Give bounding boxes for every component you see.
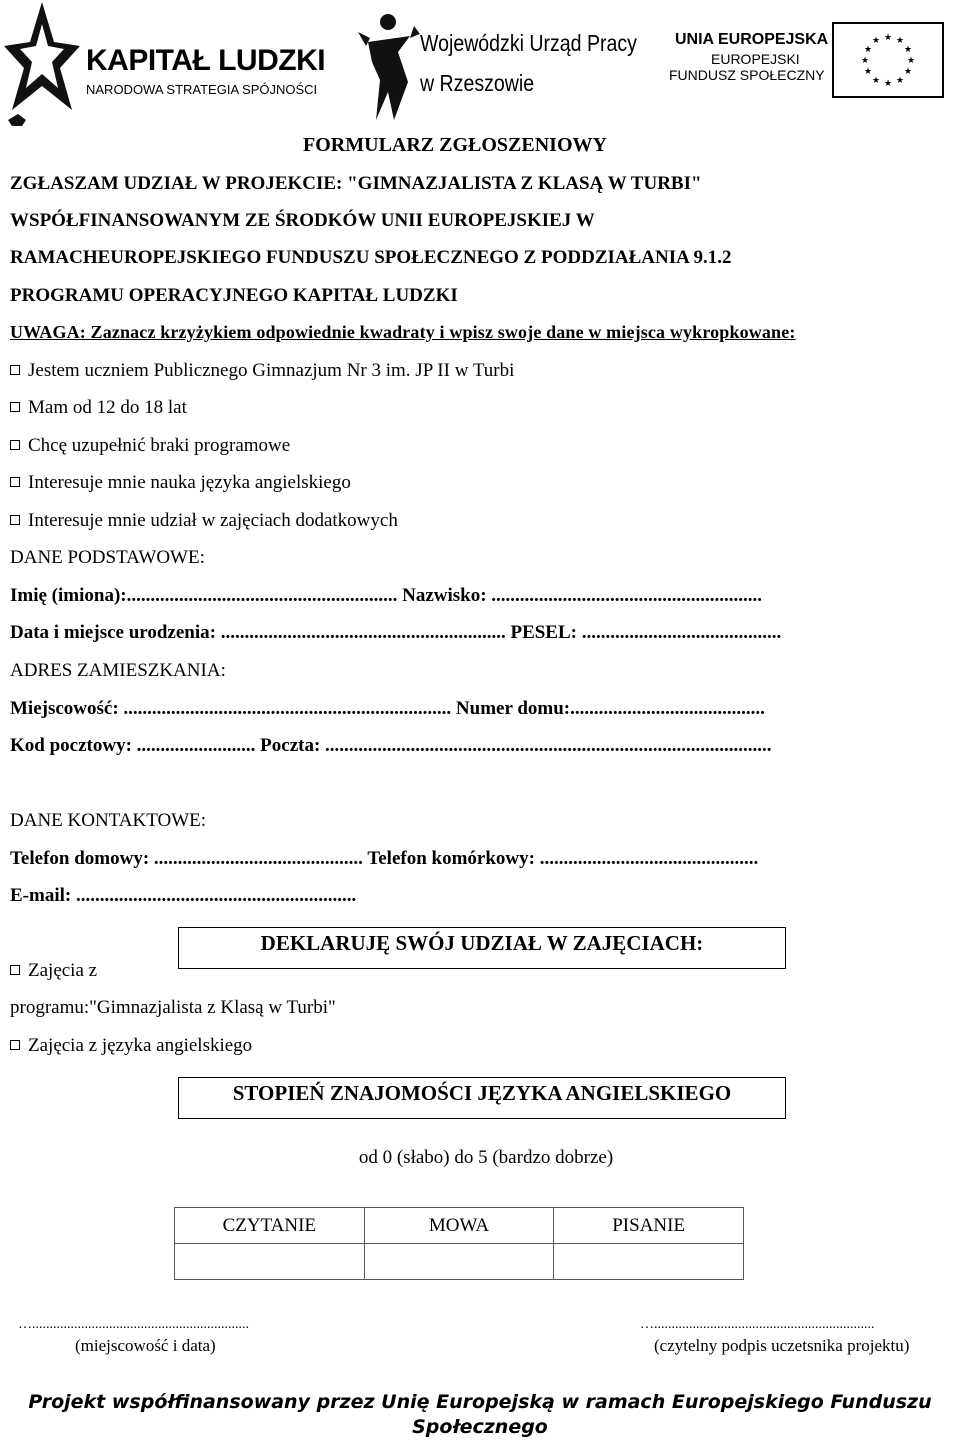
skill-writing-header: PISANIE [554,1208,744,1244]
level-title-box [178,1077,786,1119]
checkbox-square[interactable] [10,965,20,975]
level-title: STOPIEŃ ZNAJOMOŚCI JĘZYKA ANGIELSKIEGO [232,1081,732,1105]
heading-line-3: RAMACHEUROPEJSKIEGO FUNDUSZU SPOŁECZNEGO Z PODDZIAŁANIA 9.1.2 [10,247,732,268]
eu-flag-icon [832,22,944,98]
checkbox-square[interactable] [10,365,20,375]
checkbox-square[interactable] [10,1040,20,1050]
instruction-note: UWAGA: Zaznacz krzyżykiem odpowiednie kwadraty i wpisz swoje dane w miejsca wykropkowane: [10,322,796,342]
logo-wup [358,12,637,120]
skill-speaking-cell[interactable] [364,1244,554,1280]
ue-line2: EUROPEJSKI [711,51,800,67]
footer-text [0,1390,960,1440]
birth-field-line[interactable]: Data i miejsce urodzenia: ............................................................ PESEL: .......................................... [10,622,782,643]
svg-text:★: ★ [903,67,913,77]
wup-line2: w Rzeszowie [420,70,535,96]
footer-line-2: Społecznego [412,1416,548,1438]
address-header: ADRES ZAMIESZKANIA: [10,660,226,681]
declare-option-english[interactable] [10,1035,252,1057]
checkbox-square[interactable] [10,477,20,487]
check-label: Jestem uczniem Publicznego Gimnazjum Nr 3 im. JP II w Turbi [28,360,515,381]
svg-text:★: ★ [883,33,893,43]
post-field-line[interactable]: Kod pocztowy: ......................... Poczta: .............................................................................................. [10,735,772,756]
svg-text:★: ★ [906,56,916,66]
basic-data-header: DANE PODSTAWOWE: [10,547,205,568]
svg-text:★: ★ [871,36,881,46]
skill-reading-header: CZYTANIE [175,1208,365,1244]
skills-header-row [175,1208,744,1244]
declare-title: DEKLARUJĘ SWÓJ UDZIAŁ W ZAJĘCIACH: [260,931,704,955]
sign-left-caption: (miejscowość i data) [75,1336,216,1355]
skills-table [174,1207,744,1280]
svg-text:★: ★ [895,76,905,86]
svg-text:★: ★ [903,45,913,55]
wup-figure-icon [358,12,420,120]
skill-reading-cell[interactable] [175,1244,365,1280]
form-title: FORMULARZ ZGŁOSZENIOWY [303,134,607,156]
check-label: Mam od 12 do 18 lat [28,397,187,418]
checkbox-square[interactable] [10,402,20,412]
heading-line-2: WSPÓŁFINANSOWANYM ZE ŚRODKÓW UNII EUROPEJSKIEJ W [10,210,595,231]
svg-text:★: ★ [863,45,873,55]
check-label: Interesuje mnie nauka języka angielskiego [28,472,351,493]
declare-title-box [178,927,786,969]
heading-line-4: PROGRAMU OPERACYJNEGO KAPITAŁ LUDZKI [10,285,458,306]
wup-line1: Wojewódzki Urząd Pracy [420,30,637,56]
check-age[interactable] [10,397,187,419]
footer-line-1: Projekt współfinansowany przez Unię Europejską w ramach Europejskiego Funduszu [28,1391,932,1413]
kl-line2: NARODOWA STRATEGIA SPÓJNOŚCI [86,82,318,97]
sign-right-dots[interactable]: …............................................................... [640,1317,875,1332]
logo-unia-europejska [665,22,950,102]
declare-option-program[interactable] [10,960,97,982]
check-extra-classes[interactable] [10,510,398,532]
declare-option-label: Zajęcia z języka angielskiego [28,1035,253,1056]
svg-text:★: ★ [895,36,905,46]
skill-writing-cell[interactable] [554,1244,744,1280]
checkbox-square[interactable] [10,515,20,525]
check-student[interactable] [10,360,514,382]
svg-text:★: ★ [871,76,881,86]
logo-kapital-ludzki [4,2,326,127]
ue-line1: UNIA EUROPEJSKA [675,31,829,48]
skill-speaking-header: MOWA [364,1208,554,1244]
email-field-line[interactable]: E-mail: ........................................................... [10,885,357,906]
checkbox-square[interactable] [10,440,20,450]
ue-line3: FUNDUSZ SPOŁECZNY [669,67,825,83]
place-field-line[interactable]: Miejscowość: ..................................................................... Numer domu:......................................... [10,698,765,719]
svg-text:★: ★ [883,79,893,89]
skills-value-row [175,1244,744,1280]
svg-text:★: ★ [863,67,873,77]
phone-field-line[interactable]: Telefon domowy: ............................................ Telefon komórkowy: .............................................. [10,848,759,869]
sign-right-caption: (czytelny podpis uczetsnika projektu) [654,1336,910,1355]
check-english[interactable] [10,472,351,494]
heading-line-1: ZGŁASZAM UDZIAŁ W PROJEKCIE: "GIMNAZJALISTA Z KLASĄ W TURBI" [10,173,702,194]
name-field-line[interactable]: Imię (imiona):......................................................... Nazwisko: ......................................................... [10,585,763,606]
sign-left-dots[interactable]: ….............................................................. [18,1317,249,1332]
kapital-ludzki-emblem-icon [4,2,80,127]
contact-header: DANE KONTAKTOWE: [10,810,207,831]
declare-option-label: Zajęcia z [28,960,98,981]
kl-line1: KAPITAŁ LUDZKI [86,44,326,77]
check-label: Interesuje mnie udział w zajęciach dodatkowych [28,510,398,531]
svg-text:★: ★ [860,56,870,66]
check-label: Chcę uzupełnić braki programowe [28,435,291,456]
check-program-gaps[interactable] [10,435,290,457]
level-scale: od 0 (słabo) do 5 (bardzo dobrze) [358,1147,614,1168]
declare-option-program-cont: programu:"Gimnazjalista z Klasą w Turbi" [10,997,336,1018]
